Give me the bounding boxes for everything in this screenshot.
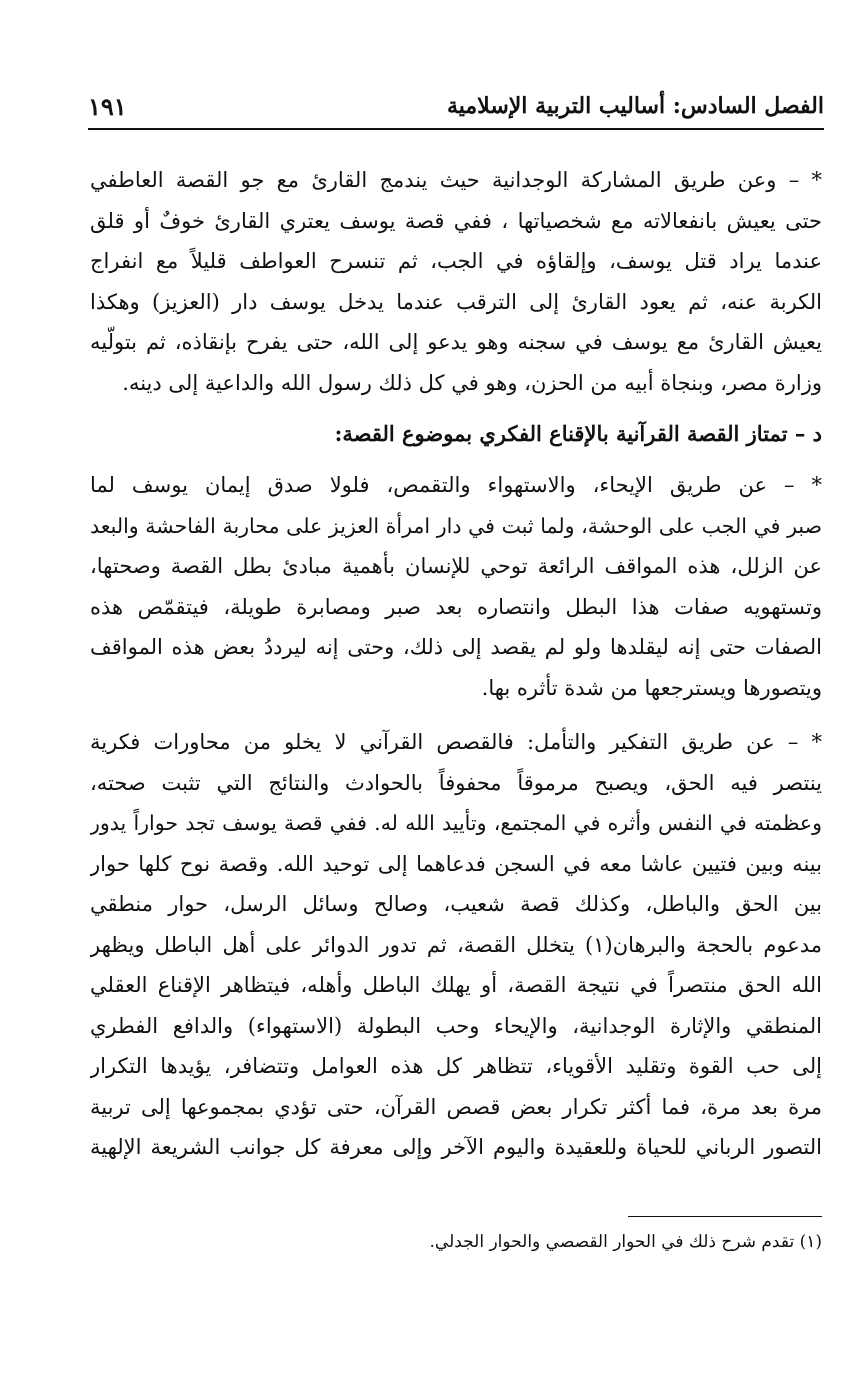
- paragraph-emotional-participation: [90, 160, 822, 403]
- footnote-rule: [628, 1216, 822, 1217]
- text-line: * – وعن طريق المشاركة الوجدانية حيث يندمج القارئ مع جو القصة العاطفي: [90, 168, 822, 192]
- text-line: عن الزلل، هذه المواقف الرائعة توحي للإنسان بأهمية مبادئ بطل القصة وصحتها،: [90, 554, 822, 578]
- text-line: ويتصورها ويسترجعها من شدة تأثره بها.: [481, 675, 822, 700]
- text-line: عندما يراد قتل يوسف، وإلقاؤه في الجب، ثم تنسرح العواطف قليلاً مع انفراج: [90, 249, 822, 273]
- page-body: [90, 160, 822, 1168]
- text-line: بين الحق والباطل، وكذلك قصة شعيب، وصالح وسائل الرسل، حوار منطقي: [90, 892, 822, 916]
- text-line: وزارة مصر، وبنجاة أبيه من الحزن، وهو في كل ذلك رسول الله والداعية إلى دينه.: [122, 370, 822, 395]
- page-header: [88, 86, 824, 126]
- header-rule: [88, 128, 824, 130]
- text-line: حتى يعيش بانفعالاته مع شخصياتها ، ففي قصة يوسف يعتري القارئ خوفٌ أو قلق: [90, 208, 822, 233]
- paragraph-suggestion: [90, 465, 822, 708]
- text-line: التصور الرباني للحياة وللعقيدة واليوم الآخر وإلى معرفة كل جوانب الشريعة الإلهية: [90, 1135, 822, 1159]
- footnote: (١) تقدم شرح ذلك في الحوار القصصي والحوار الجدلي.: [429, 1232, 822, 1252]
- text-line: إلى حب القوة وتقليد الأقوياء، تتظاهر كل هذه العوامل وتتضافر، يؤيدها التكرار: [90, 1054, 822, 1078]
- text-line: الله الحق منتصراً في نتيجة القصة، أو يهلك الباطل وأهله، فيتظاهر الإقناع العقلي: [90, 973, 822, 997]
- text-line: مرة بعد مرة، فما أكثر تكرار بعض قصص القرآن، حتى تؤدي بمجموعها إلى تربية: [90, 1094, 822, 1119]
- text-line: بينه وبين فتيين عاشا معه في السجن فدعاهما إلى توحيد الله. وقصة نوح كلها حوار: [90, 851, 822, 876]
- text-line: ينتصر فيه الحق، ويصبح مرموقاً محفوفاً بالحوادث والنتائج التي تثبت صحته،: [90, 770, 822, 795]
- text-line: مدعوم بالحجة والبرهان(١) يتخلل القصة، ثم تدور الدوائر على أهل الباطل ويظهر: [90, 932, 822, 957]
- section-heading: د – تمتاز القصة القرآنية بالإقناع الفكري بموضوع القصة:: [334, 421, 822, 446]
- text-line: الكربة عنه، ثم يعود القارئ إلى الترقب عندما يدخل يوسف دار (العزيز) وهكذا: [90, 289, 822, 314]
- text-line: المنطقي والإثارة الوجدانية، والإيحاء وحب البطولة (الاستهواء) والدافع الفطري: [90, 1013, 822, 1038]
- text-line: وتستهويه صفات هذا البطل وانتصاره بعد صبر ومصابرة طويلة، فيتقمّص هذه: [90, 594, 822, 619]
- text-line: * – عن طريق التفكير والتأمل: فالقصص القرآني لا يخلو من محاورات فكرية: [90, 730, 822, 754]
- text-line: الصفات حتى إنه ليقلدها ولو لم يقصد إلى ذلك، وحتى إنه ليرددُ بعض هذه المواقف: [90, 635, 822, 659]
- chapter-title: الفصل السادس: أساليب التربية الإسلامية: [446, 93, 824, 119]
- paragraph-reflection: [90, 722, 822, 1168]
- text-line: وعظمته في النفس وأثره في المجتمع، وتأييد الله له. ففي قصة يوسف تجد حواراً يدور: [90, 811, 822, 835]
- text-line: * – عن طريق الإيحاء، والاستهواء والتقمص، فلولا صدق إيمان يوسف لما: [90, 473, 822, 497]
- page-number: ١٩١: [88, 91, 127, 121]
- text-line: يعيش القارئ مع يوسف في سجنه وهو يدعو إلى الله، حتى يفرح بإنقاذه، ثم بتولّيه: [90, 330, 822, 354]
- text-line: صبر في الجب على الوحشة، ولما ثبت في دار امرأة العزيز على محاربة الفاحشة والبعد: [90, 513, 822, 538]
